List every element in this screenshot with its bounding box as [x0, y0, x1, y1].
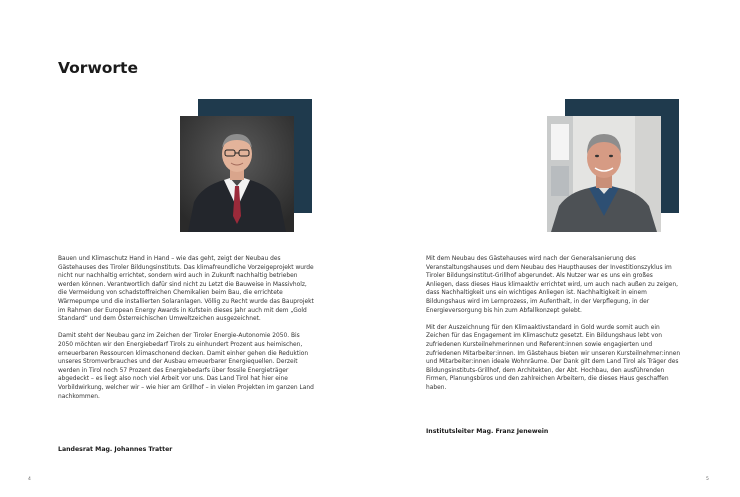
foreword-text-left [58, 255, 314, 410]
paragraph: Mit der Auszeichnung für den Klimaaktivstandard in Gold wurde somit auch ein Zeichen für das Engagement im Klimaschutz gesetzt. Ein Bildungshaus lebt von zufriedenen Kursteilnehmerinnen und Referent:innen sowie engagierten und zufriedenen Mitarbeiter:innen. Im Gästehaus bieten wir unseren Kursteilnehmer:innen und Mitarbeiter:innen ideale Wohnräume. Der Dank gilt dem Land Tirol als Träger des Bildungsinstituts-Grillhof, dem Architekten, der Abt. Hochbau, den ausführenden Firmen, Planungsbüros und den zahlreichen Arbeitern, die dieses Haus geschaffen haben. [426, 324, 681, 391]
page-number-left: 4 [28, 477, 31, 482]
paragraph: Bauen und Klimaschutz Hand in Hand – wie das geht, zeigt der Neubau des Gästehauses des Tiroler Bildungsinstituts. Das klimafreundliche Vorzeigeprojekt wurde nicht nur nachhaltig errichtet, sondern wird auch in Zukunft nachhaltig betrieben werden können. Verantwortlich dafür sind nicht zu Letzt die Bauweise in Massivholz, die Vermeidung von schadstoffreichen Chemikalien beim Bau, die errichtete Wärmepumpe und die installierten Solaranlagen. Völlig zu Recht wurde das Bauprojekt im Rahmen der European Energy Awards in Kufstein dieses Jahr auch mit dem „Gold Standard“ und dem Österreichischen Umweltzeichen ausgezeichnet. [58, 256, 314, 323]
portrait-photo-left [180, 116, 294, 232]
paragraph: Mit dem Neubau des Gästehauses wird nach der Generalsanierung des Veranstaltungshauses und dem Neubau des Haupthauses der Investitionszyklus im Tiroler Bildungsinstitut-Grillhof abgerundet. Als Nutzer war es uns ein großes Anliegen, dass dieses Haus klimaaktiv errichtet wird, um auch nach außen zu zeigen, dass Nachhaltigkeit uns ein wichtiges Anliegen ist. Nachhaltigkeit in einem Bildungshaus wird im Lernprozess, im Aufenthalt, in der Verpflegung, in der Energieversorgung bis hin zum Abfallkonzept gelebt. [426, 256, 678, 314]
signature-right: Institutsleiter Mag. Franz Jenewein [426, 428, 549, 435]
portrait-photo-icon [547, 116, 661, 232]
page-number-right: 5 [706, 477, 709, 482]
paragraph: Damit steht der Neubau ganz im Zeichen der Tiroler Energie-Autonomie 2050. Bis 2050 möchten wir den Energiebedarf Tirols zu einhundert Prozent aus heimischen, erneuerbaren Ressourcen klimaschonend decken. Damit einher gehen die Reduktion unseres Stromverbrauches und der Ausbau erneuerbarer Energiequellen. Derzeit werden in Tirol noch 57 Prozent des Energiebedarfs über fossile Energieträger abgedeckt – es liegt also noch viel Arbeit vor uns. Das Land Tirol hat hier eine Vorbildwirkung, welcher wir – wie hier am Grillhof – in vielen Projekten im ganzen Land nachkommen. [58, 333, 314, 400]
portrait-photo-right [547, 116, 661, 232]
signature-left: Landesrat Mag. Johannes Tratter [58, 446, 173, 453]
page-title: Vorworte [58, 59, 138, 77]
portrait-photo-icon [180, 116, 294, 232]
right-page [370, 0, 740, 497]
portrait-block-right [547, 99, 679, 232]
portrait-block-left [180, 99, 312, 232]
foreword-text-right [426, 255, 682, 401]
